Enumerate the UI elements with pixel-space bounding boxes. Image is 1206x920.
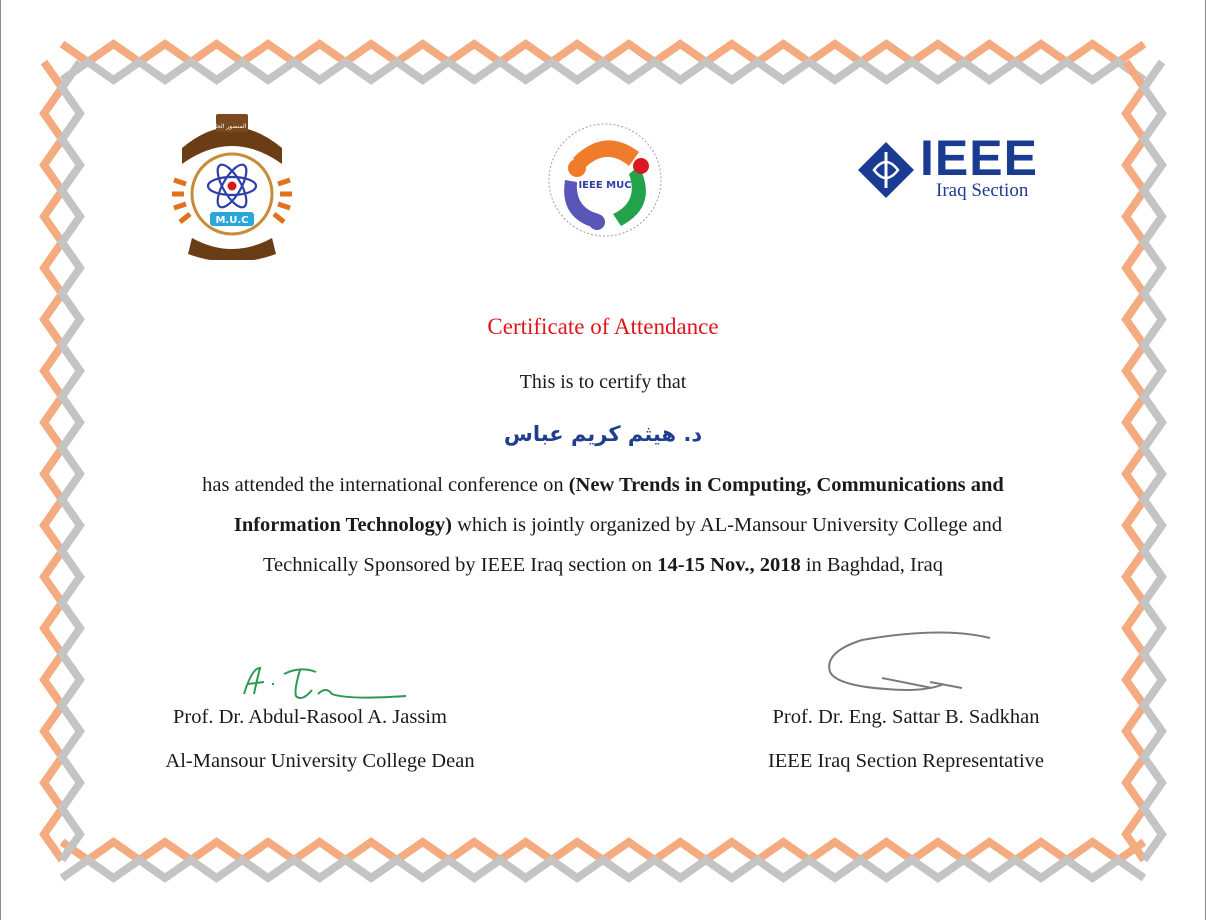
conference-name-part-2: Information Technology): [233, 514, 452, 536]
certificate-title: Certificate of Attendance: [487, 314, 719, 339]
dean-title: Al-Mansour University College Dean: [165, 750, 475, 772]
conference-logo-text: IEEE MUC: [578, 180, 632, 191]
border-chain-segment: [62, 62, 1144, 80]
body-line-2-text: which is jointly organized by AL-Mansour University College and: [451, 514, 1003, 536]
body-line-1-text: has attended the international conference on: [202, 474, 569, 496]
conference-date: 14-15 Nov., 2018: [657, 554, 801, 576]
dean-name: Prof. Dr. Abdul-Rasool A. Jassim: [173, 706, 447, 728]
conference-logo: [535, 122, 675, 240]
college-seal-abbrev: M.U.C: [215, 215, 249, 226]
college-seal-arabic: كلية المنصور الجامعة: [205, 123, 259, 130]
recipient-name: د. هيثم كريم عباس: [503, 422, 703, 446]
border-chain-segment: [1126, 62, 1144, 860]
conference-name-part-1: (New Trends in Computing, Communications and: [568, 474, 1004, 496]
ieee-wordmark: IEEE: [920, 130, 1038, 186]
representative-signature: [822, 628, 1000, 700]
representative-name: Prof. Dr. Eng. Sattar B. Sadkhan: [772, 706, 1040, 728]
dean-signature: [238, 660, 413, 705]
ieee-subtitle: Iraq Section: [936, 180, 1029, 201]
body-line-1: [0, 474, 1206, 497]
representative-title: IEEE Iraq Section Representative: [767, 750, 1045, 772]
college-seal-logo: [172, 108, 292, 260]
body-line-3: [0, 554, 1206, 577]
body-line-3-prefix: Technically Sponsored by IEEE Iraq section on: [262, 554, 658, 576]
border-chain-segment: [62, 860, 1144, 878]
body-line-2: [0, 514, 1206, 537]
ieee-diamond-icon: [856, 140, 916, 200]
body-line-3-suffix: in Baghdad, Iraq: [800, 554, 944, 576]
border-chain-segment: [44, 62, 62, 860]
certify-line: This is to certify that: [519, 371, 687, 393]
border-chain-segment: [62, 62, 80, 860]
ieee-iraq-logo: [844, 100, 1054, 234]
border-chain-segment: [1144, 62, 1162, 860]
